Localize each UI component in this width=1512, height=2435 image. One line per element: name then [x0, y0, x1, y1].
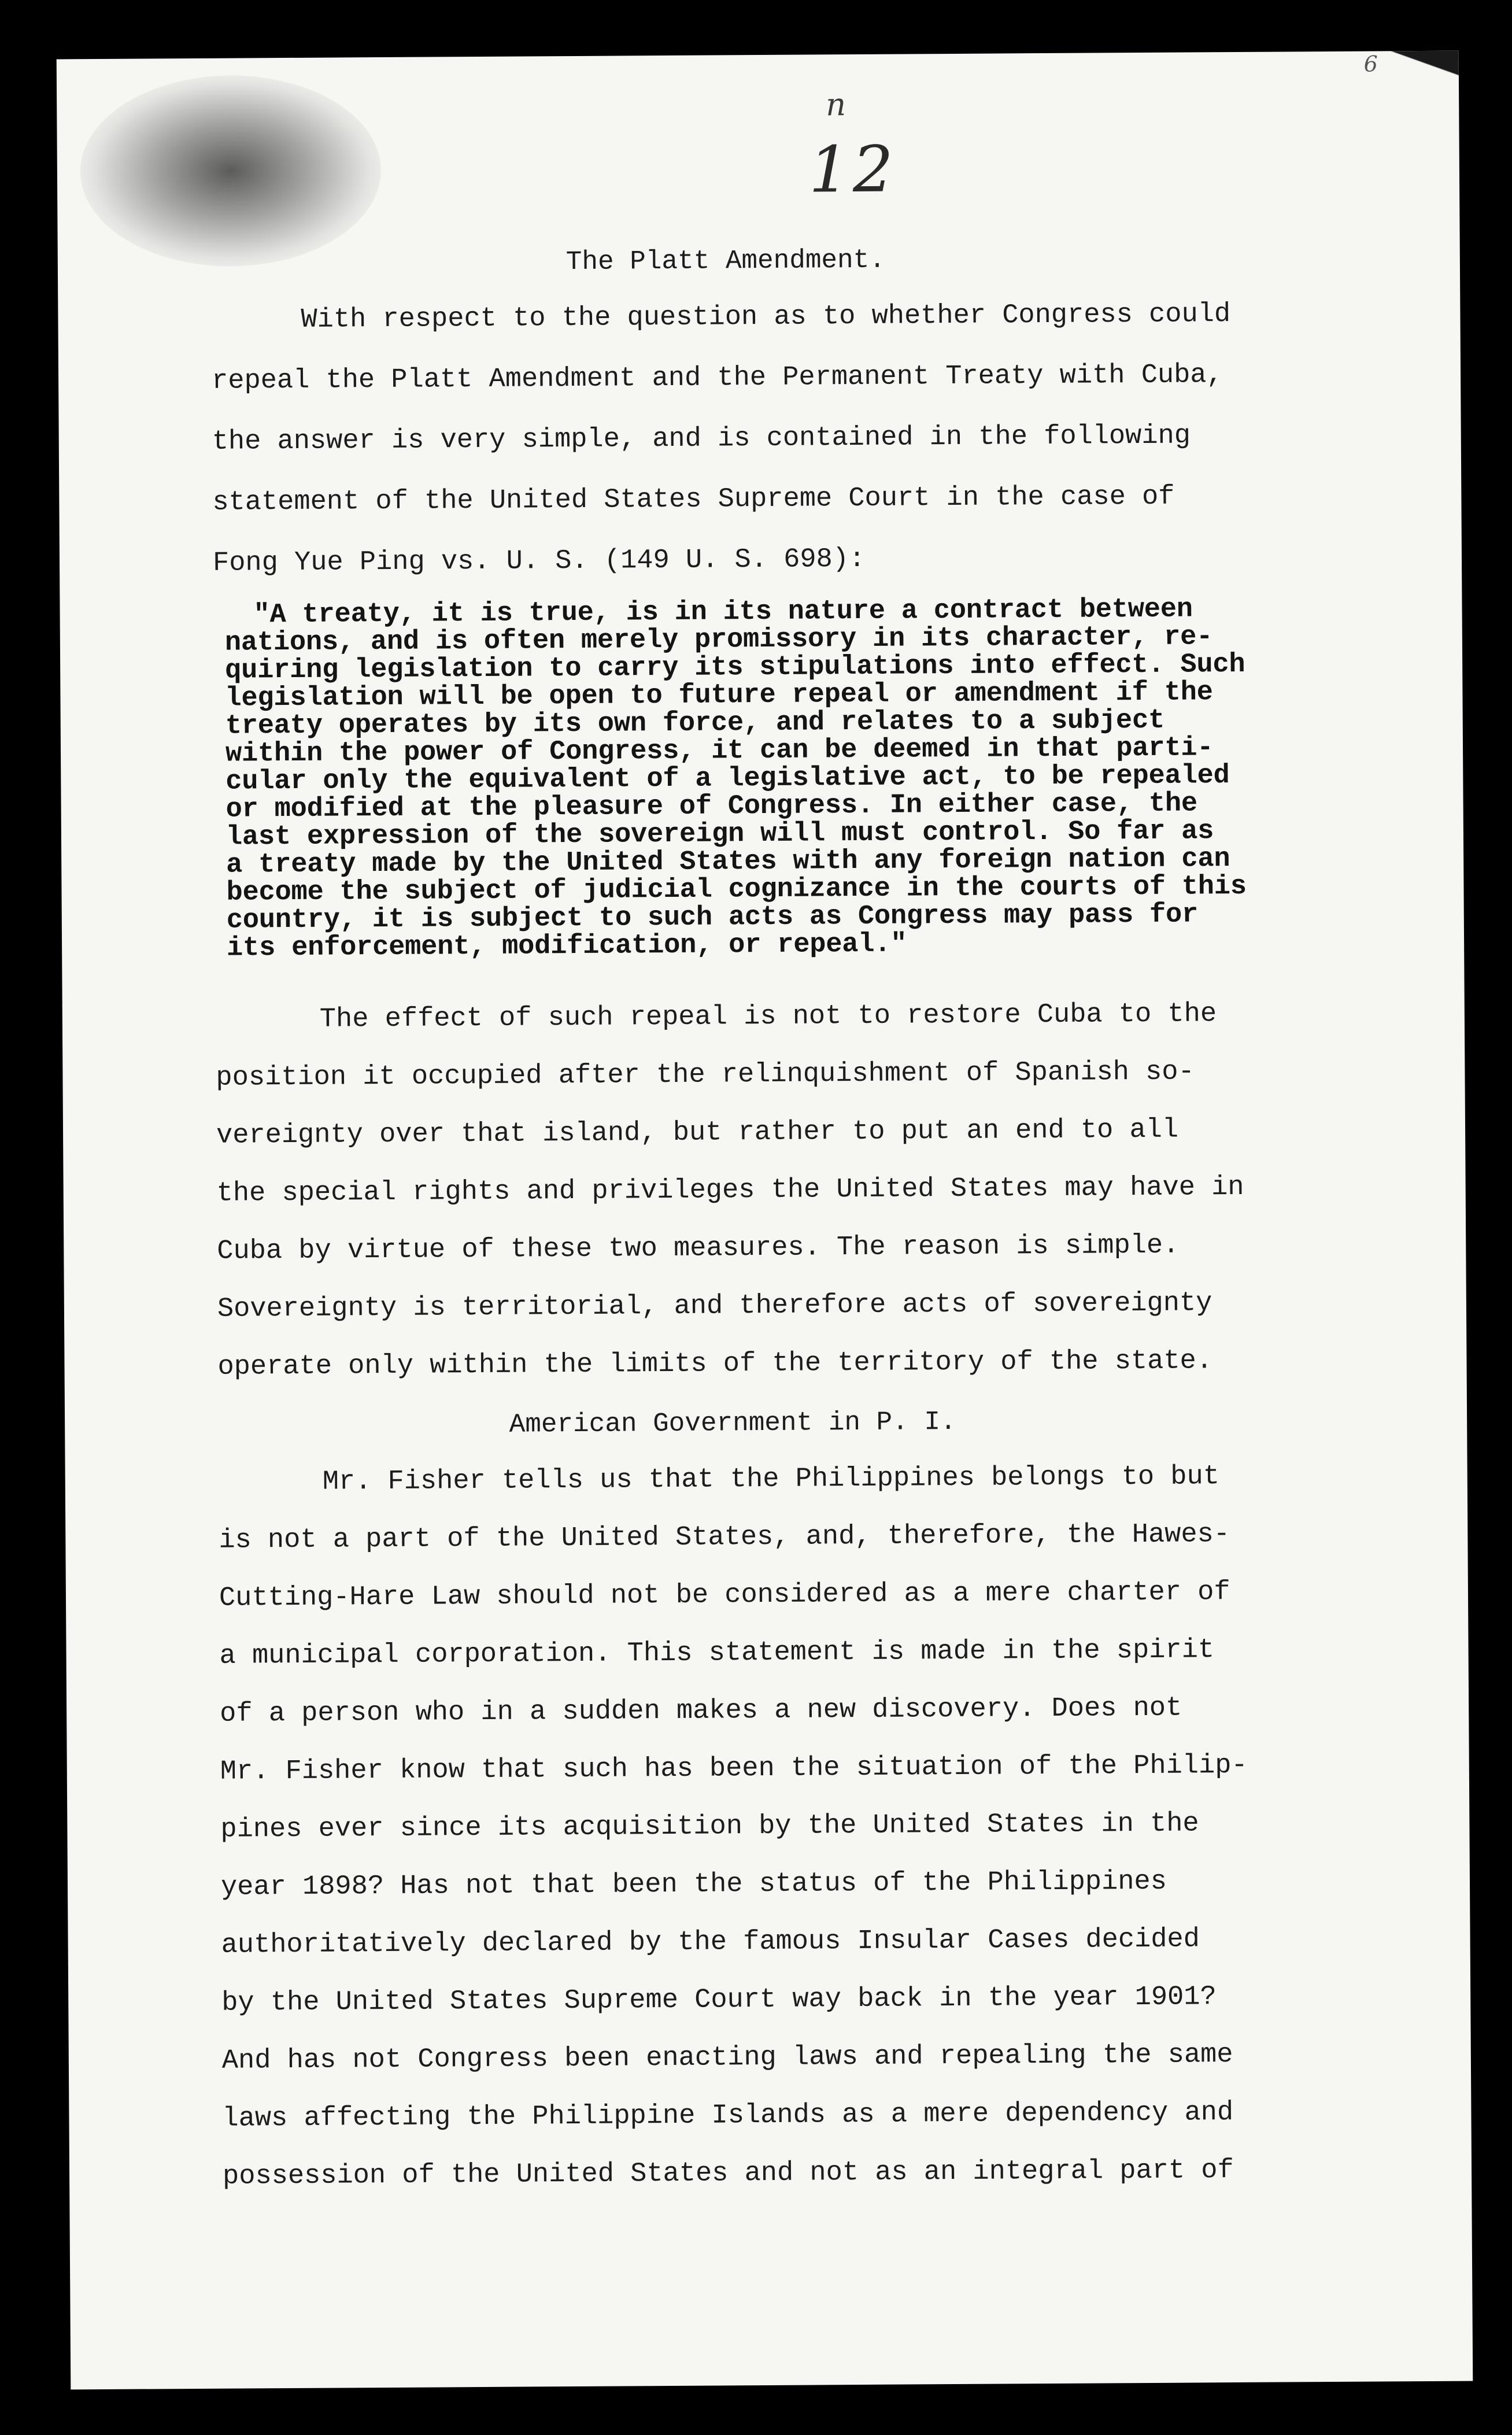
text-line: is not a part of the United States, and, therefore, the Hawes- — [219, 1519, 1230, 1556]
text-line: the special rights and privileges the United States may have in — [216, 1172, 1244, 1209]
quote-line: cular only the equivalent of a legislative act, to be repealed — [225, 760, 1230, 797]
text-line: Cutting-Hare Law should not be considered as a mere charter of — [219, 1577, 1230, 1614]
corner-fold — [1389, 51, 1459, 86]
corner-page-mark: 6 — [1363, 51, 1378, 77]
quote-line: become the subject of judicial cognizance in the courts of this — [226, 871, 1247, 908]
text-line: by the United States Supreme Court way back in the year 1901? — [221, 1982, 1217, 2019]
text-line: of a person who in a sudden makes a new discovery. Does not — [220, 1693, 1182, 1730]
quote-line: legislation will be open to future repeal or amendment if the — [225, 677, 1213, 714]
text-line: a municipal corporation. This statement is made in the spirit — [219, 1635, 1215, 1672]
quote-line: "A treaty, it is true, is in its nature a contract between — [253, 594, 1193, 631]
quote-line: country, it is subject to such acts as Congress may pass for — [226, 899, 1199, 936]
handwritten-page-number: 12 — [808, 132, 897, 207]
text-line: The effect of such repeal is not to restore Cuba to the — [319, 999, 1217, 1035]
quote-line: last expression of the sovereign will must control. So far as — [225, 816, 1214, 853]
text-line: And has not Congress been enacting laws and repealing the same — [221, 2039, 1233, 2076]
text-line: year 1898? Has not that been the status of the Philippines — [220, 1866, 1167, 1903]
text-line: Cuba by virtue of these two measures. The reason is simple. — [217, 1230, 1180, 1267]
text-line: laws affecting the Philippine Islands as a mere dependency and — [222, 2097, 1234, 2134]
text-line: pines ever since its acquisition by the United States in the — [220, 1808, 1199, 1845]
text-line: possession of the United States and not as an integral part of — [222, 2155, 1234, 2192]
text-line: the answer is very simple, and is contained in the following — [212, 420, 1191, 457]
text-line: With respect to the question as to whether Congress could — [301, 299, 1231, 335]
heading-platt-amendment: The Platt Amendment. — [565, 245, 886, 278]
ink-smudge — [80, 75, 382, 267]
text-line: position it occupied after the relinquishment of Spanish so- — [216, 1056, 1195, 1093]
text-line: statement of the United States Supreme Court in the case of — [212, 481, 1175, 518]
text-line: vereignty over that island, but rather to put an end to all — [216, 1114, 1179, 1151]
quote-line: or modified at the pleasure of Congress. In either case, the — [225, 788, 1198, 825]
quote-line: quiring legislation to carry its stipulations into effect. Such — [225, 649, 1245, 686]
text-line: Mr. Fisher tells us that the Philippines belongs to but — [322, 1461, 1220, 1498]
document-page — [57, 51, 1473, 2390]
quote-line: its enforcement, modification, or repeal." — [226, 929, 907, 964]
quote-line: nations, and is often merely promissory in its character, re- — [224, 622, 1213, 659]
text-line: Sovereignty is territorial, and therefore acts of sovereignty — [217, 1288, 1212, 1325]
handwritten-mark: n — [826, 86, 846, 123]
text-line: Mr. Fisher know that such has been the situation of the Philip- — [220, 1750, 1248, 1787]
text-line: authoritatively declared by the famous Insular Cases decided — [221, 1924, 1200, 1961]
text-line: Fong Yue Ping vs. U. S. (149 U. S. 698): — [212, 544, 866, 579]
quote-line: within the power of Congress, it can be deemed in that parti- — [225, 733, 1214, 770]
quote-line: a treaty made by the United States with any foreign nation can — [226, 844, 1230, 881]
text-line: operate only within the limits of the territory of the state. — [217, 1346, 1213, 1383]
heading-american-government: American Government in P. I. — [509, 1406, 956, 1440]
quote-line: treaty operates by its own force, and relates to a subject — [225, 705, 1165, 742]
text-line: repeal the Platt Amendment and the Permanent Treaty with Cuba, — [211, 360, 1223, 397]
